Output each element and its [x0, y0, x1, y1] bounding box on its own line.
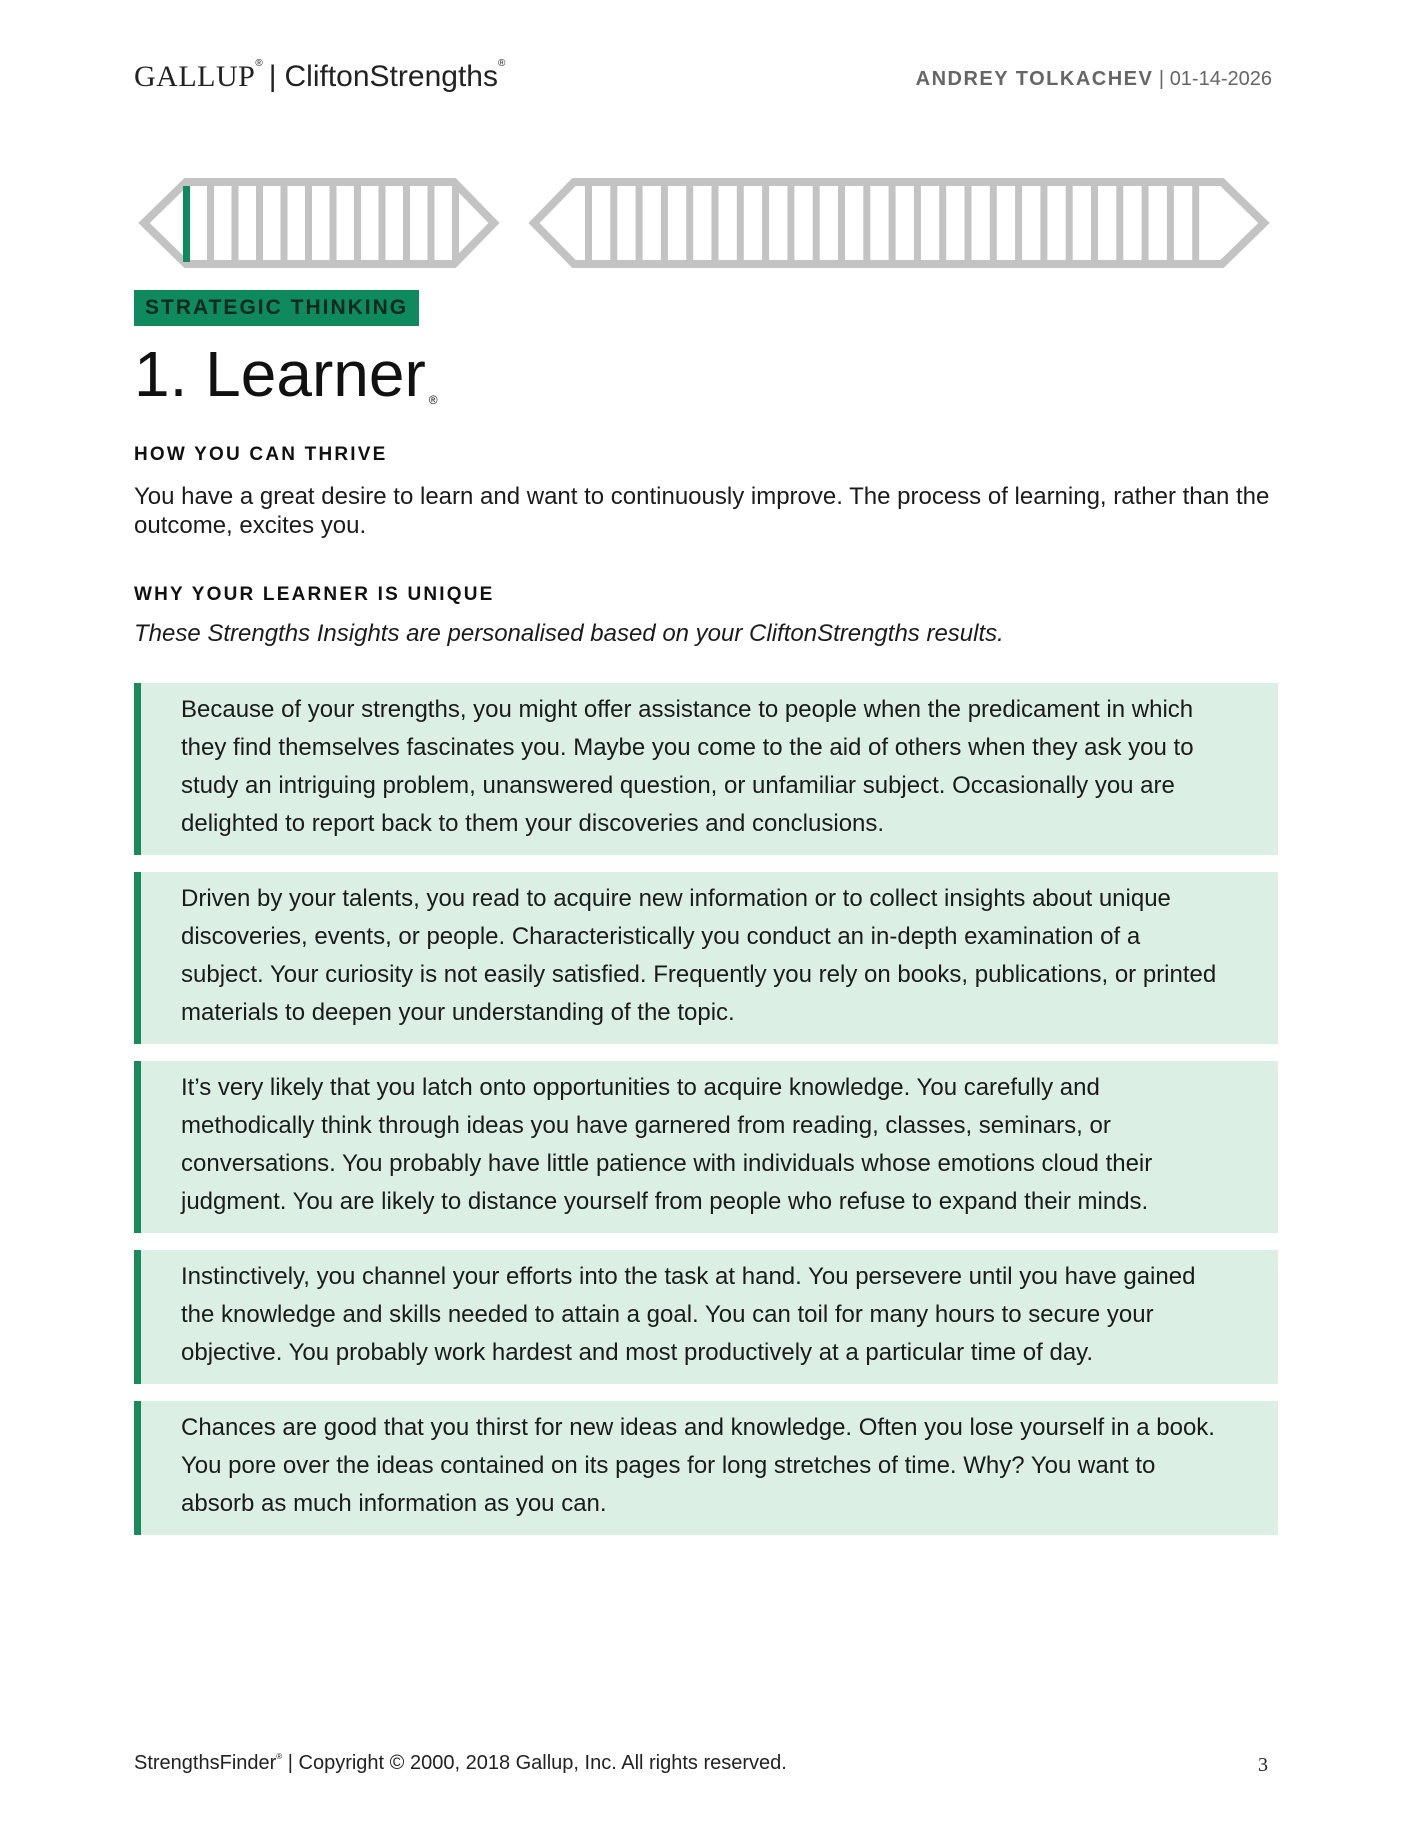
report-owner-date [916, 68, 1272, 91]
track-tick [939, 186, 946, 262]
track-tick [452, 186, 459, 262]
user-name: ANDREY TOLKACHEV [915, 68, 1154, 90]
track-tick [281, 186, 288, 262]
track-tick [379, 186, 386, 262]
track-tick [207, 186, 214, 262]
insight-card: Because of your strengths, you might offer assistance to people when the predicament in which they find themselves fascinates you. Maybe you come to the aid of others when they ask you to study an intriguing problem, unanswered question, or unfamiliar subject. Occasionally you are delighted to report back to them your discoveries and conclusions. [134, 683, 1278, 855]
footer-product: StrengthsFinder [134, 1752, 277, 1774]
track-tick [610, 186, 617, 262]
track-tick [1040, 186, 1047, 262]
gallup-cliftonstrengths-logo: GALLUP® | CliftonStrengths® [134, 58, 506, 93]
track-tick [1192, 186, 1199, 262]
strength-title: 1. Learner [134, 338, 426, 410]
insight-card: Chances are good that you thirst for new ideas and knowledge. Often you lose yourself in a book. You pore over the ideas contained on its pages for long stretches of time. Why? You want to absorb as much information as you can. [134, 1401, 1278, 1535]
track-right-segment-outline [534, 182, 1264, 264]
footer-copyright: StrengthsFinder® | Copyright © 2000, 2018 Gallup, Inc. All rights reserved. [134, 1752, 787, 1774]
track-tick [762, 186, 769, 262]
track-tick [1116, 186, 1123, 262]
gallup-wordmark: GALLUP [134, 60, 256, 93]
track-tick [1167, 186, 1174, 262]
track-tick [965, 186, 972, 262]
track-tick [354, 186, 361, 262]
thrive-heading: HOW YOU CAN THRIVE [134, 444, 388, 465]
page-number: 3 [1258, 1754, 1268, 1776]
track-tick [403, 186, 410, 262]
footer-copyright-text: | Copyright © 2000, 2018 Gallup, Inc. All rights reserved. [287, 1752, 787, 1774]
unique-heading: WHY YOUR LEARNER IS UNIQUE [134, 584, 495, 605]
rank-marker [183, 186, 190, 262]
track-tick [863, 186, 870, 262]
track-tick [990, 186, 997, 262]
insight-card: It’s very likely that you latch onto opportunities to acquire knowledge. You carefully and methodically think through ideas you have garnered from reading, classes, seminars, or conversations. You probably have little patience with individuals whose emotions cloud their judgment. You are likely to distance yourself from people who refuse to expand their minds. [134, 1061, 1278, 1233]
track-tick [838, 186, 845, 262]
track-tick [256, 186, 263, 262]
report-date: 01-14-2026 [1169, 68, 1272, 90]
product-wordmark: CliftonStrengths [284, 60, 498, 93]
header-separator: | [1158, 68, 1165, 90]
track-tick [585, 186, 592, 262]
track-tick [787, 186, 794, 262]
track-tick [305, 186, 312, 262]
strengths-rank-track [134, 176, 1272, 272]
track-tick [686, 186, 693, 262]
track-tick [813, 186, 820, 262]
insight-card: Driven by your talents, you read to acquire new information or to collect insights about unique discoveries, events, or people. Characteristically you conduct an in-depth examination of a subject. Your curiosity is not easily satisfied. Frequently you rely on books, publications, or printed materials to deepen your understanding of the topic. [134, 872, 1278, 1044]
track-tick [330, 186, 337, 262]
track-right-ticks [585, 186, 1199, 262]
track-left-segment-outline [144, 182, 494, 264]
page-title: 1. Learner ® [134, 338, 438, 410]
track-tick [1015, 186, 1022, 262]
thrive-text: You have a great desire to learn and want to continuously improve. The process of learning, rather than the outcome, excites you. [134, 483, 1270, 539]
track-tick [737, 186, 744, 262]
page-header [134, 60, 1272, 100]
domain-badge: STRATEGIC THINKING [134, 290, 419, 326]
insight-card: Instinctively, you channel your efforts into the task at hand. You persevere until you have gained the knowledge and skills needed to attain a goal. You can toil for many hours to secure your objective. You probably work hardest and most productively at a particular time of day. [134, 1250, 1278, 1384]
track-left-ticks [207, 186, 459, 262]
insights-list [134, 683, 1278, 1552]
track-tick [1091, 186, 1098, 262]
track-tick [636, 186, 643, 262]
track-tick [889, 186, 896, 262]
track-tick [712, 186, 719, 262]
track-tick [1142, 186, 1149, 262]
track-tick [914, 186, 921, 262]
unique-subtitle: These Strengths Insights are personalised based on your CliftonStrengths results. [134, 620, 1004, 647]
track-tick [232, 186, 239, 262]
track-tick [428, 186, 435, 262]
track-tick [661, 186, 668, 262]
track-tick [1066, 186, 1073, 262]
